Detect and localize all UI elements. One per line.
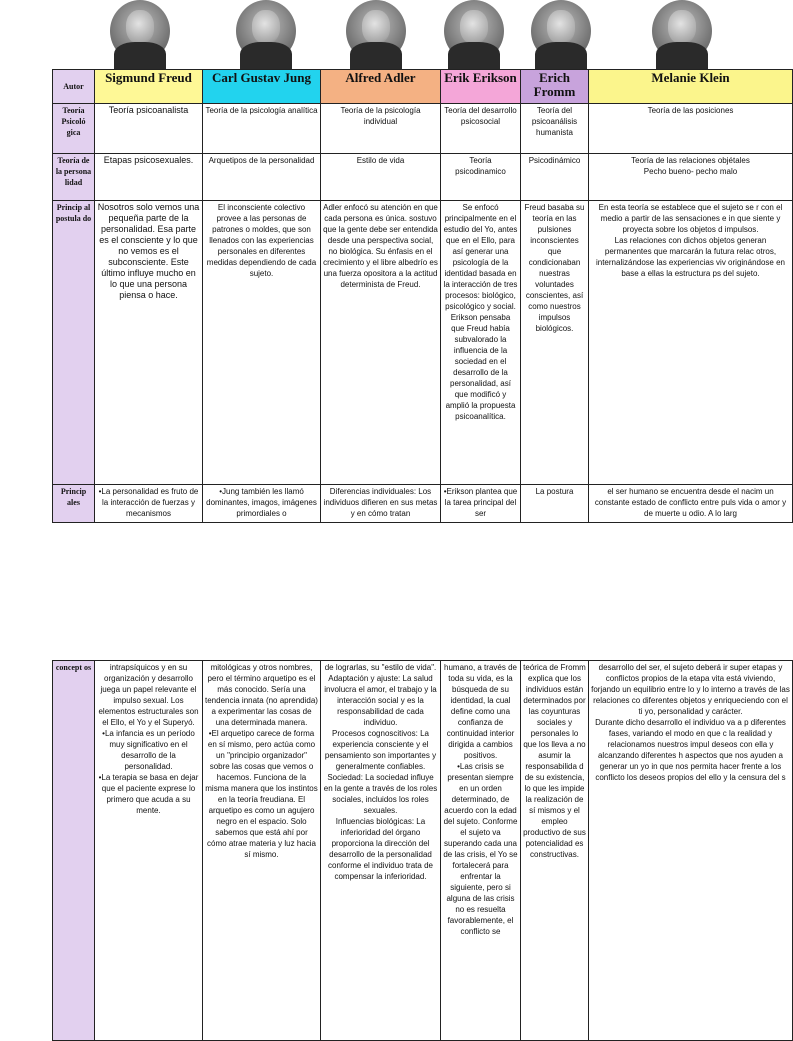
header-fromm: Erich Fromm xyxy=(521,70,589,104)
row-teoria xyxy=(53,104,793,154)
cell-principales-klein-bottom: desarrollo del ser, el sujeto deberá ir super etapas y conflictos propios de la etapa vita está viviendo, forjando un equilibrio entre lo y lo interno a través de las relaciones co diferentes objetos y enriqueciendo con el ti yo, personalidad y carácter. Durante dicho desarrollo el individuo va a p diferentes fases, variando el modo en que c la realidad y relacionamos nuestros impul deseos con ella y alcanzando diferentes h aspectos que nos ayuden a generar un yo in que nos permita hacer frente a los conflicto los deseos propios del ello y la censura del s xyxy=(589,661,793,1041)
cell-principales-jung-bottom: mitológicas y otros nombres, pero el término arquetipo es el más conocido. Sería una tendencia innata (no aprendida) a experimentar las cosas de una determinada manera. •El arquetipo carece de forma en sí mismo, pero actúa como un "principio organizador" sobre las cosas que vemos o hacemos. Funciona de la misma manera que los instintos en la teoría freudiana. El arquetipo es como un agujero negro en el espacio. Solo sabemos que está ahí por cómo atrae materia y luz hacia sí mismo. xyxy=(203,661,321,1041)
header-erikson: Erik Erikson xyxy=(441,70,521,104)
portrait-freud xyxy=(110,0,170,62)
cell-principales-adler-top: Diferencias individuales: Los individuos difieren en sus metas y en cómo tratan xyxy=(321,485,441,523)
cell-principal-klein: En esta teoría se establece que el sujeto se r con el medio a partir de las sensaciones e in que siente y proyecta sobre los objetos d impulsos. Las relaciones con dichos objetos generan permanentes que marcarán la futura relac otros, internalizándose las experiencias viv originándose en base a ellas la estructura ps del sujeto. xyxy=(589,201,793,485)
cell-principales-fromm-bottom: teórica de Fromm explica que los individuos están determinados por las coyunturas sociales y personales lo que los lleva a no asumir la responsabilida d de su existencia, lo que les impide la realización de sí mismos y el empleo productivo de sus potencialidad es constructivas. xyxy=(521,661,589,1041)
cell-teoria-adler: Teoría de la psicología individual xyxy=(321,104,441,154)
cell-principal-jung: El inconsciente colectivo provee a las personas de patrones o moldes, que son llenados con las experiencias personales en diferentes medidas dependiendo de cada sujeto. xyxy=(203,201,321,485)
row-principal-postulado xyxy=(53,201,793,485)
comparison-table-bottom xyxy=(52,660,793,1041)
comparison-table-top xyxy=(52,69,793,523)
header-klein: Melanie Klein xyxy=(589,70,793,104)
cell-personalidad-fromm: Psicodinámico xyxy=(521,154,589,201)
cell-principal-freud: Nosotros solo vemos una pequeña parte de la personalidad. Esa parte es el consciente y lo que no vemos es el subconsciente. Este último influye mucho en lo que una persona piensa o hace. xyxy=(95,201,203,485)
cell-principales-jung-top: •Jung también les llamó dominantes, imagos, imágenes primordiales o xyxy=(203,485,321,523)
header-autor: Autor xyxy=(53,70,95,104)
row-principales-bottom xyxy=(53,661,793,1041)
row-teoria-personalidad xyxy=(53,154,793,201)
header-freud: Sigmund Freud xyxy=(95,70,203,104)
cell-principales-freud-top: •La personalidad es fruto de la interacción de fuerzas y mecanismos xyxy=(95,485,203,523)
row-label-principales: Princip ales xyxy=(53,485,95,523)
portrait-adler xyxy=(346,0,406,62)
row-label-principal: Princip al postula do xyxy=(53,201,95,485)
portrait-erikson xyxy=(444,0,504,62)
cell-principales-erikson-bottom: humano, a través de toda su vida, es la búsqueda de su identidad, la cual define como una confianza de continuidad interior dirigida a cambios positivos. •Las crisis se presentan siempre en un orden determinado, de acuerdo con la edad del sujeto. Conforme el sujeto va superando cada una de las crisis, el Yo se fortalecerá para enfrentar la siguiente, pero si alguna de las crisis no es resuelta favorablemente, el conflicto se xyxy=(441,661,521,1041)
cell-teoria-jung: Teoría de la psicología analítica xyxy=(203,104,321,154)
cell-teoria-freud: Teoría psicoanalista xyxy=(95,104,203,154)
cell-personalidad-freud: Etapas psicosexuales. xyxy=(95,154,203,201)
header-adler: Alfred Adler xyxy=(321,70,441,104)
row-label-teoria: Teoría Psicoló gica xyxy=(53,104,95,154)
cell-personalidad-klein: Teoría de las relaciones objétales Pecho bueno- pecho malo xyxy=(589,154,793,201)
row-label-teoria-personalidad: Teoría de la persona lidad xyxy=(53,154,95,201)
row-label-conceptos: concept os xyxy=(53,661,95,1041)
header-jung: Carl Gustav Jung xyxy=(203,70,321,104)
cell-principal-erikson: Se enfocó principalmente en el estudio del Yo, antes que en el Ello, para así generar una psicología de la identidad basada en la interacción de tres procesos: biológico, psicológico y social. Erikson pensaba que Freud había subvalorado la influencia de la sociedad en el desarrollo de la personalidad, así que modificó y amplió la propuesta psicoanalítica. xyxy=(441,201,521,485)
cell-teoria-klein: Teoría de las posiciones xyxy=(589,104,793,154)
portrait-fromm xyxy=(531,0,591,62)
cell-principales-erikson-top: •Erikson plantea que la tarea principal del ser xyxy=(441,485,521,523)
cell-principales-adler-bottom: de lograrlas, su "estilo de vida". Adaptación y ajuste: La salud involucra el amor, el trabajo y la interacción social y es la responsabilidad de cada individuo. Procesos cognoscitivos: La experiencia consciente y el pensamiento son importantes y generalmente confiables. Sociedad: La sociedad influye en la gente a través de los roles sociales, incluidos los roles sexuales. Influencias biológicas: La inferioridad del órgano proporciona la dirección del desarrollo de la personalidad conforme el individuo trata de compensar la inferioridad. xyxy=(321,661,441,1041)
header-row xyxy=(53,70,793,104)
cell-personalidad-erikson: Teoría psicodinamico xyxy=(441,154,521,201)
cell-teoria-fromm: Teoría del psicoanálisis humanista xyxy=(521,104,589,154)
row-principales-top xyxy=(53,485,793,523)
portrait-klein xyxy=(652,0,712,62)
cell-principales-freud-bottom: intrapsíquicos y en su organización y desarrollo juega un papel relevante el impulso sexual. Los elementos estructurales son el Ello, el Yo y el Superyó. •La infancia es un período muy significativo en el desarrollo de la personalidad. •La terapia se basa en dejar que el paciente exprese lo primero que acuda a su mente. xyxy=(95,661,203,1041)
cell-principales-klein-top: el ser humano se encuentra desde el nacim un constante estado de conflicto entre puls vida o amor y de muerte u odio. A lo larg xyxy=(589,485,793,523)
cell-personalidad-adler: Estilo de vida xyxy=(321,154,441,201)
cell-principal-fromm: Freud basaba su teoría en las pulsiones inconscientes que condicionaban nuestras voluntades conscientes, así como nuestros impulsos biológicos. xyxy=(521,201,589,485)
cell-teoria-erikson: Teoría del desarrollo psicosocial xyxy=(441,104,521,154)
cell-principal-adler: Adler enfocó su atención en que cada persona es única. sostuvo que la gente debe ser entendida desde una perspectiva social, no biológica. Su énfasis en el crecimiento y el libre albedrío es una fuerza opositora a la actitud determinista de Freud. xyxy=(321,201,441,485)
cell-personalidad-jung: Arquetipos de la personalidad xyxy=(203,154,321,201)
cell-principales-fromm-top: La postura xyxy=(521,485,589,523)
portrait-jung xyxy=(236,0,296,62)
